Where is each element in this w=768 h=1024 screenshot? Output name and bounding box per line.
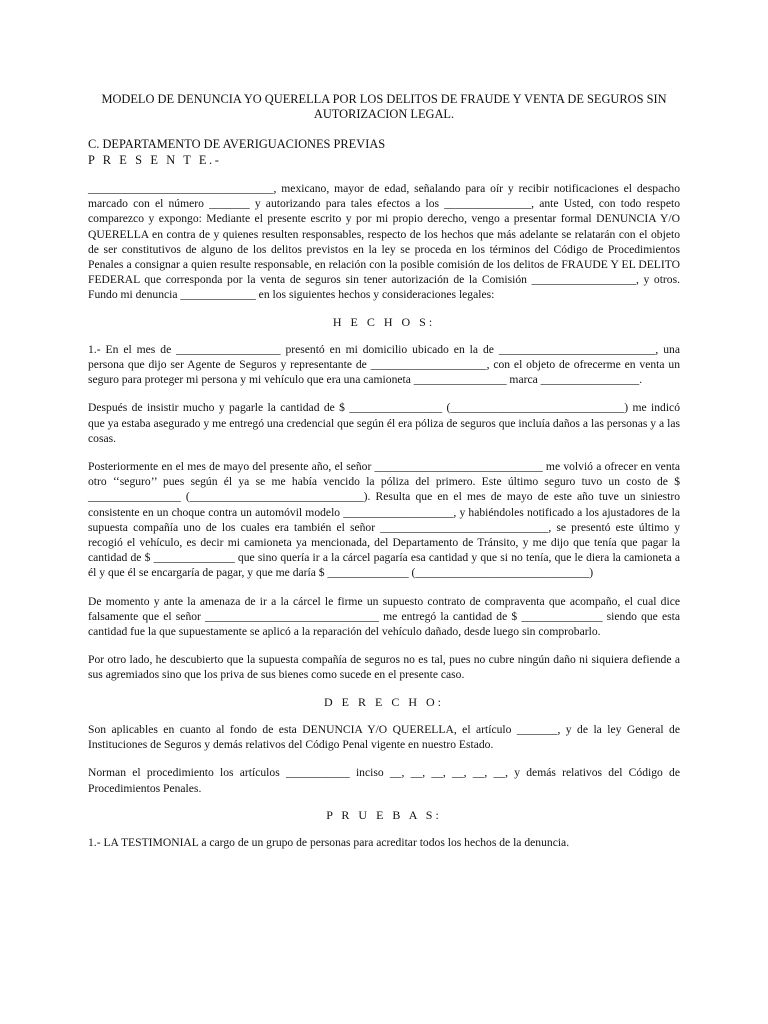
intro-paragraph: ________________________________, mexicano, mayor de edad, señalando para oír y recibir notificaciones el despacho marcado con el número _______ y autorizando para tales efectos a los _______________, ante Usted, con todo respeto comparezco y expongo: Mediante el presente escrito y por mi propio derecho, vengo a presentar formal DENUNCIA Y/O QUERELLA en contra de y quienes resulten responsables, respecto de los hechos que más adelante se relatarán con el objeto de ser constitutivos de alguno de los delitos previstos en la ley se proceda en los términos del Código de Procedimientos Penales a consignar a quien resulte responsable, en relación con la posible comisión de los delitos de FRAUDE Y EL DELITO FEDERAL que corresponda por la venta de seguros sin tener autorización de la Comisión __________________, y otros. Fundo mi denuncia _____________ en los siguientes hechos y consideraciones legales: xyxy=(88,182,680,302)
document-title: MODELO DE DENUNCIA YO QUERELLA POR LOS DELITOS DE FRAUDE Y VENTA DE SEGUROS SIN AUTORIZACION LEGAL. xyxy=(101,92,667,121)
document-page xyxy=(88,92,680,850)
hechos-paragraph-3: Posteriormente en el mes de mayo del presente año, el señor _____________________________ me volvió a ofrecer en venta otro ‘‘seguro’’ pues según él ya se me había vencido la póliza del primero. Este último seguro tuvo un costo de $ ________________ (______________________________). Resulta que en el mes de mayo de este año tuve un siniestro consistente en un choque contra un automóvil modelo ___________________, y habiéndoles notificado a los ajustadores de la supuesta compañía uno de los cuales era también el señor _____________________________, se presentó este último y recogió el vehículo, es decir mi camioneta ya mencionada, del Departamento de Tránsito, y me dijo que tenía que pagar la cantidad de $ ______________ que sino quería ir a la cárcel pagaría esa cantidad y que si no tenía, que le diera la camioneta a él y que él se encargaría de pagar, y que me daría $ ______________ (______________________________) xyxy=(88,460,680,580)
hechos-paragraph-1: 1.- En el mes de __________________ presentó en mi domicilio ubicado en la de ___________________________, una persona que dijo ser Agente de Seguros y representante de ____________________, con el objeto de ofrecerme en venta un seguro para proteger mi persona y mi vehículo que era una camioneta ________________ marca _________________. xyxy=(88,342,680,387)
pruebas-heading: P R U E B A S: xyxy=(326,807,442,822)
derecho-heading: D E R E C H O: xyxy=(324,694,444,709)
derecho-paragraph-2: Norman el procedimiento los artículos ___________ inciso __, __, __, __, __, __, y demás relativos del Código de Procedimientos Penales. xyxy=(88,766,680,795)
hechos-heading: H E C H O S: xyxy=(332,314,436,329)
presente-line: P R E S E N T E.- xyxy=(88,153,222,167)
pruebas-paragraph-1: 1.- LA TESTIMONIAL a cargo de un grupo de personas para acreditar todos los hechos de la denuncia. xyxy=(88,835,570,849)
hechos-paragraph-5: Por otro lado, he descubierto que la supuesta compañía de seguros no es tal, pues no cubre ningún daño ni siquiera defiende a sus agremiados sino que los priva de sus bienes como sucede en el presente caso. xyxy=(88,653,680,682)
addressee: C. DEPARTAMENTO DE AVERIGUACIONES PREVIAS xyxy=(88,137,386,151)
hechos-paragraph-4: De momento y ante la amenaza de ir a la cárcel le firme un supuesto contrato de compraventa que acompaño, el cual dice falsamente que el señor ______________________________ me entregó la cantidad de $ ______________ siendo que esta cantidad fue la que supuestamente se aplicó a la reparación del vehículo dañado, desde luego sin comprobarlo. xyxy=(88,594,680,639)
hechos-paragraph-2: Después de insistir mucho y pagarle la cantidad de $ ________________ (______________________________) me indicó que ya estaba asegurado y me entregó una credencial que según él era póliza de seguros que incluía daños a las personas y a las cosas. xyxy=(88,401,680,445)
derecho-paragraph-1: Son aplicables en cuanto al fondo de esta DENUNCIA Y/O QUERELLA, el artículo _______, y de la ley General de Instituciones de Seguros y demás relativos del Código Penal vigente en nuestro Estado. xyxy=(88,722,680,752)
